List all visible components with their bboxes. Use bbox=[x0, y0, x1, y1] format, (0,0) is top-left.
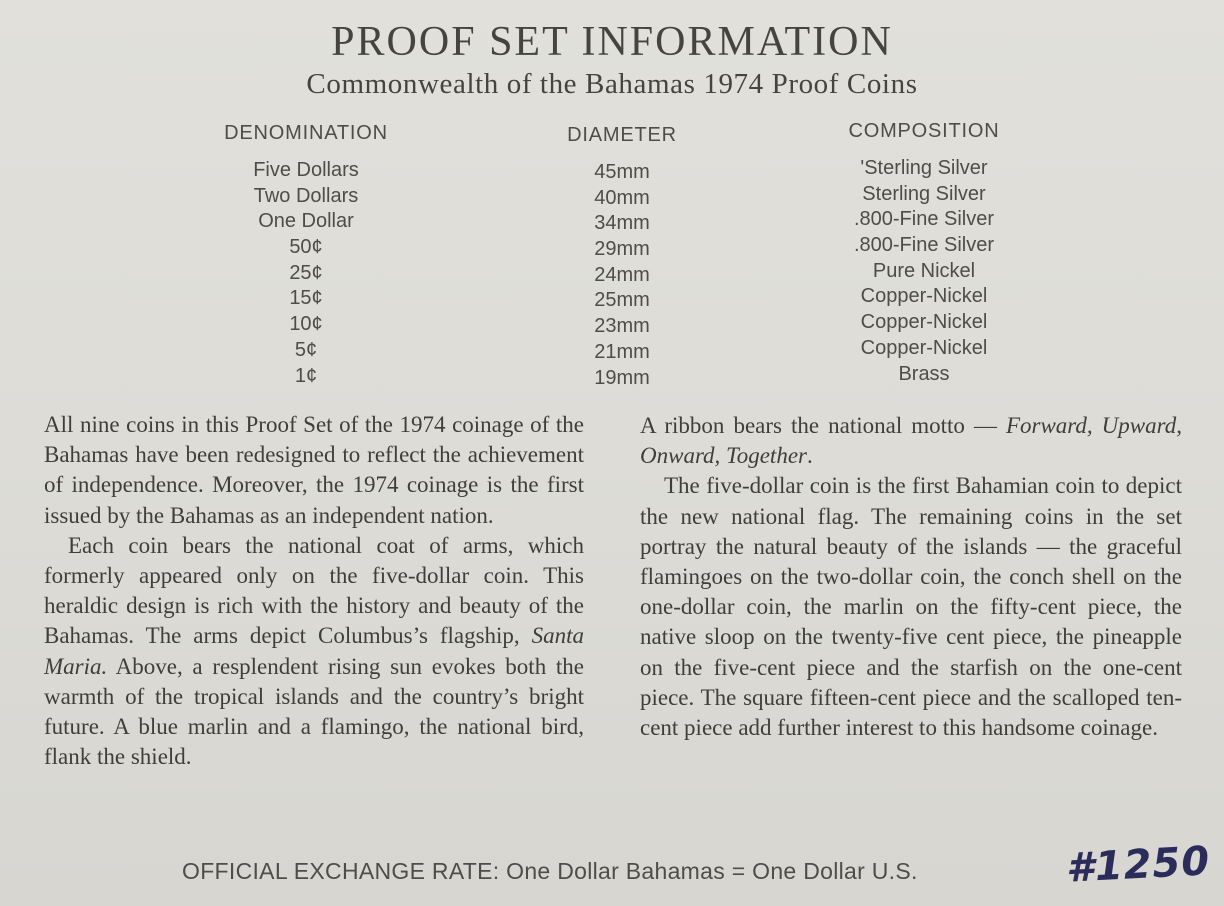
diameter-cell: 29mm bbox=[594, 238, 650, 261]
diameter-cell: 23mm bbox=[594, 315, 650, 338]
denomination-cell: 1¢ bbox=[294, 364, 318, 387]
handwritten-serial-number: #1250 bbox=[1064, 838, 1212, 892]
denomination-column bbox=[190, 118, 422, 389]
paragraph bbox=[640, 471, 1182, 743]
paragraph-text: . bbox=[807, 443, 813, 469]
page-title: PROOF SET INFORMATION bbox=[331, 19, 893, 65]
denomination-cell: Five Dollars bbox=[253, 159, 359, 181]
diameter-cell: 21mm bbox=[594, 340, 650, 363]
composition-column bbox=[808, 116, 1040, 387]
right-text-column bbox=[640, 411, 1182, 743]
composition-cell: Copper-Nickel bbox=[860, 311, 988, 334]
denomination-cell: One Dollar bbox=[258, 210, 354, 233]
page-subtitle: Commonwealth of the Bahamas 1974 Proof Coins bbox=[306, 68, 918, 100]
denomination-cell: 50¢ bbox=[289, 236, 323, 259]
composition-header: COMPOSITION bbox=[848, 120, 1000, 142]
composition-cell: 'Sterling Silver bbox=[860, 157, 988, 179]
diameter-header: DIAMETER bbox=[567, 124, 677, 146]
ship-name: Santa Maria. bbox=[44, 623, 584, 679]
denomination-cell: 15¢ bbox=[289, 287, 323, 310]
diameter-cell: 24mm bbox=[594, 263, 650, 286]
composition-cell: Copper-Nickel bbox=[860, 336, 988, 359]
denomination-header: DENOMINATION bbox=[224, 122, 388, 144]
denomination-cell: Two Dollars bbox=[253, 184, 359, 207]
paragraph bbox=[44, 531, 584, 773]
national-motto: Forward, Upward, Onward, Together bbox=[640, 413, 1182, 469]
diameter-cell: 34mm bbox=[594, 212, 650, 235]
denomination-cell: 25¢ bbox=[289, 261, 323, 284]
paragraph: All nine coins in this Proof Set of the 1974 coinage of the Bahamas have been redesigned to reflect the achievement of independence. Moreover, the 1974 coinage is the first issued by the Bahamas as an independent nation. bbox=[44, 412, 584, 528]
paragraph-text: The five-dollar coin is the first Bahamian coin to depict the new national flag. The remaining coins in the set portray the natural beauty of the islands — the graceful flamingoes on the two-dollar coin, the conch shell on the one-dollar coin, the marlin on the fifty-cent piece, the native sloop on the twenty-five cent piece, the pineapple on the five-cent piece and the starfish on the one-cent piece. The square fifteen-cent piece and the scalloped ten-cent piece add further interest to this handsome coinage. bbox=[640, 473, 1182, 741]
composition-cell: Pure Nickel bbox=[872, 259, 976, 282]
diameter-column bbox=[528, 120, 716, 391]
left-text-column bbox=[44, 410, 584, 772]
paragraph bbox=[640, 411, 1182, 471]
composition-cell: Copper-Nickel bbox=[860, 285, 988, 308]
paragraph-text: A ribbon bears the national motto — bbox=[640, 413, 1006, 438]
exchange-rate-footer: OFFICIAL EXCHANGE RATE: One Dollar Bahamas = One Dollar U.S. bbox=[182, 858, 918, 884]
denomination-cell: 10¢ bbox=[289, 313, 323, 336]
composition-cell: .800-Fine Silver bbox=[853, 208, 995, 231]
paragraph-text: Above, a resplendent rising sun evokes both the warmth of the tropical islands and the country’s bright future. A blue marlin and a flamingo, the national bird, flank the shield. bbox=[44, 653, 584, 770]
diameter-cell: 40mm bbox=[594, 186, 650, 209]
diameter-cell: 45mm bbox=[594, 161, 650, 183]
diameter-cell: 19mm bbox=[594, 366, 650, 389]
composition-cell: Sterling Silver bbox=[862, 182, 986, 205]
denomination-cell: 5¢ bbox=[294, 338, 318, 361]
paragraph-text: Each coin bears the national coat of arms, which formerly appeared only on the five-dollar coin. This heraldic design is rich with the history and beauty of the Bahamas. The arms depict Columbus’s flagship, bbox=[44, 532, 584, 649]
diameter-cell: 25mm bbox=[594, 289, 650, 312]
composition-cell: .800-Fine Silver bbox=[853, 234, 995, 257]
composition-cell: Brass bbox=[898, 362, 950, 385]
